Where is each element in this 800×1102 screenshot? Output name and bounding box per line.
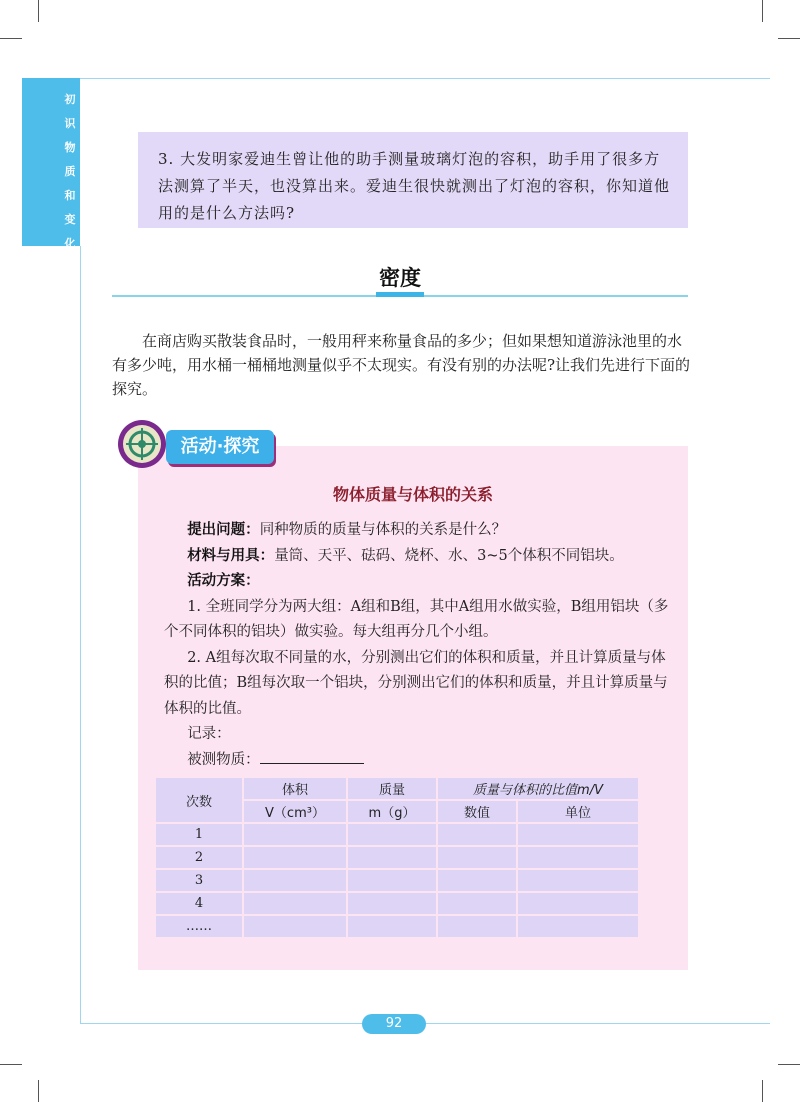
section-title-accent xyxy=(376,292,424,297)
step-2: 2. A组每次取不同量的水，分别测出它们的体积和质量，并且计算质量与体积的比值；B组每次取一个铝块，分别测出它们的体积和质量，并且计算质量与体积的比值。 xyxy=(164,649,668,717)
row-index: …… xyxy=(156,916,242,937)
record-table xyxy=(154,776,640,939)
row-index: 2 xyxy=(156,847,242,868)
problem-line xyxy=(164,518,674,544)
table-row xyxy=(156,824,638,845)
cell[interactable] xyxy=(348,870,436,891)
cell[interactable] xyxy=(518,824,638,845)
cell[interactable] xyxy=(244,870,346,891)
row-index: 1 xyxy=(156,824,242,845)
problem-text: 同种物质的质量与体积的关系是什么？ xyxy=(259,522,507,538)
cell[interactable] xyxy=(438,870,516,891)
cell[interactable] xyxy=(348,916,436,937)
header-rule xyxy=(22,78,770,79)
cell[interactable] xyxy=(518,847,638,868)
cell[interactable] xyxy=(244,824,346,845)
cell[interactable] xyxy=(438,916,516,937)
activity-badge-label: 活动·探究 xyxy=(166,430,274,464)
chapter-char: 变 xyxy=(64,213,76,226)
chapter-char: 识 xyxy=(64,117,76,130)
intro-paragraph xyxy=(112,329,692,401)
substance-blank[interactable] xyxy=(260,749,364,764)
section-title: 密度 xyxy=(379,266,421,290)
unit-volume: V（cm³） xyxy=(244,801,346,822)
cell[interactable] xyxy=(438,847,516,868)
row-index: 3 xyxy=(156,870,242,891)
substance-line xyxy=(164,748,674,774)
cell[interactable] xyxy=(518,916,638,937)
question-box xyxy=(138,132,688,228)
chapter-char: 初 xyxy=(64,93,76,106)
cell[interactable] xyxy=(244,893,346,914)
problem-label: 提出问题： xyxy=(187,522,260,538)
chapter-char: 物 xyxy=(64,141,76,154)
cell[interactable] xyxy=(438,824,516,845)
question-text: 3. 大发明家爱迪生曾让他的助手测量玻璃灯泡的容积，助手用了很多方法测算了半天，也没算出来。爱迪生很快就测出了灯泡的容积，你知道他用的是什么方法吗? xyxy=(158,150,671,222)
plan-line xyxy=(164,569,674,595)
activity-body xyxy=(164,518,674,773)
cell[interactable] xyxy=(348,893,436,914)
margin-rule xyxy=(80,246,81,1024)
header-ratio: 质量与体积的比值m/V xyxy=(438,778,638,799)
cell[interactable] xyxy=(438,893,516,914)
header-volume: 体积 xyxy=(244,778,346,799)
table-row xyxy=(156,893,638,914)
record-label: 记录： xyxy=(187,726,231,742)
sub-unit: 单位 xyxy=(518,801,638,822)
materials-line xyxy=(164,544,674,570)
cell[interactable] xyxy=(518,893,638,914)
row-index: 4 xyxy=(156,893,242,914)
table-row xyxy=(156,916,638,937)
sub-value: 数值 xyxy=(438,801,516,822)
intro-text: 在商店购买散装食品时，一般用秤来称量食品的多少；但如果想知道游泳池里的水有多少吨，用水桶一桶桶地测量似乎不太现实。有没有别的办法呢?让我们先进行下面的探究。 xyxy=(112,332,691,398)
unit-mass: m（g） xyxy=(348,801,436,822)
chapter-char: 质 xyxy=(64,165,76,178)
cell[interactable] xyxy=(244,847,346,868)
cell[interactable] xyxy=(518,870,638,891)
cell[interactable] xyxy=(244,916,346,937)
cell[interactable] xyxy=(348,824,436,845)
page-number: 92 xyxy=(362,1014,426,1034)
plan-label: 活动方案： xyxy=(187,573,260,589)
table-row xyxy=(156,870,638,891)
table-row xyxy=(156,847,638,868)
header-count: 次数 xyxy=(156,778,242,822)
materials-label: 材料与用具： xyxy=(187,547,275,564)
chapter-char: 和 xyxy=(64,189,76,202)
substance-label: 被测物质： xyxy=(187,751,260,768)
chapter-tab-label xyxy=(58,88,82,256)
step-1: 1. 全班同学分为两大组：A组和B组，其中A组用水做实验，B组用铝块（多个不同体积的铝块）做实验。每大组再分几个小组。 xyxy=(164,598,669,640)
materials-text: 量筒、天平、砝码、烧杯、水、3~5个体积不同铝块。 xyxy=(274,547,624,564)
chapter-char: 化 xyxy=(64,237,76,250)
header-mass: 质量 xyxy=(348,778,436,799)
activity-title: 物体质量与体积的关系 xyxy=(332,485,493,504)
cell[interactable] xyxy=(348,847,436,868)
